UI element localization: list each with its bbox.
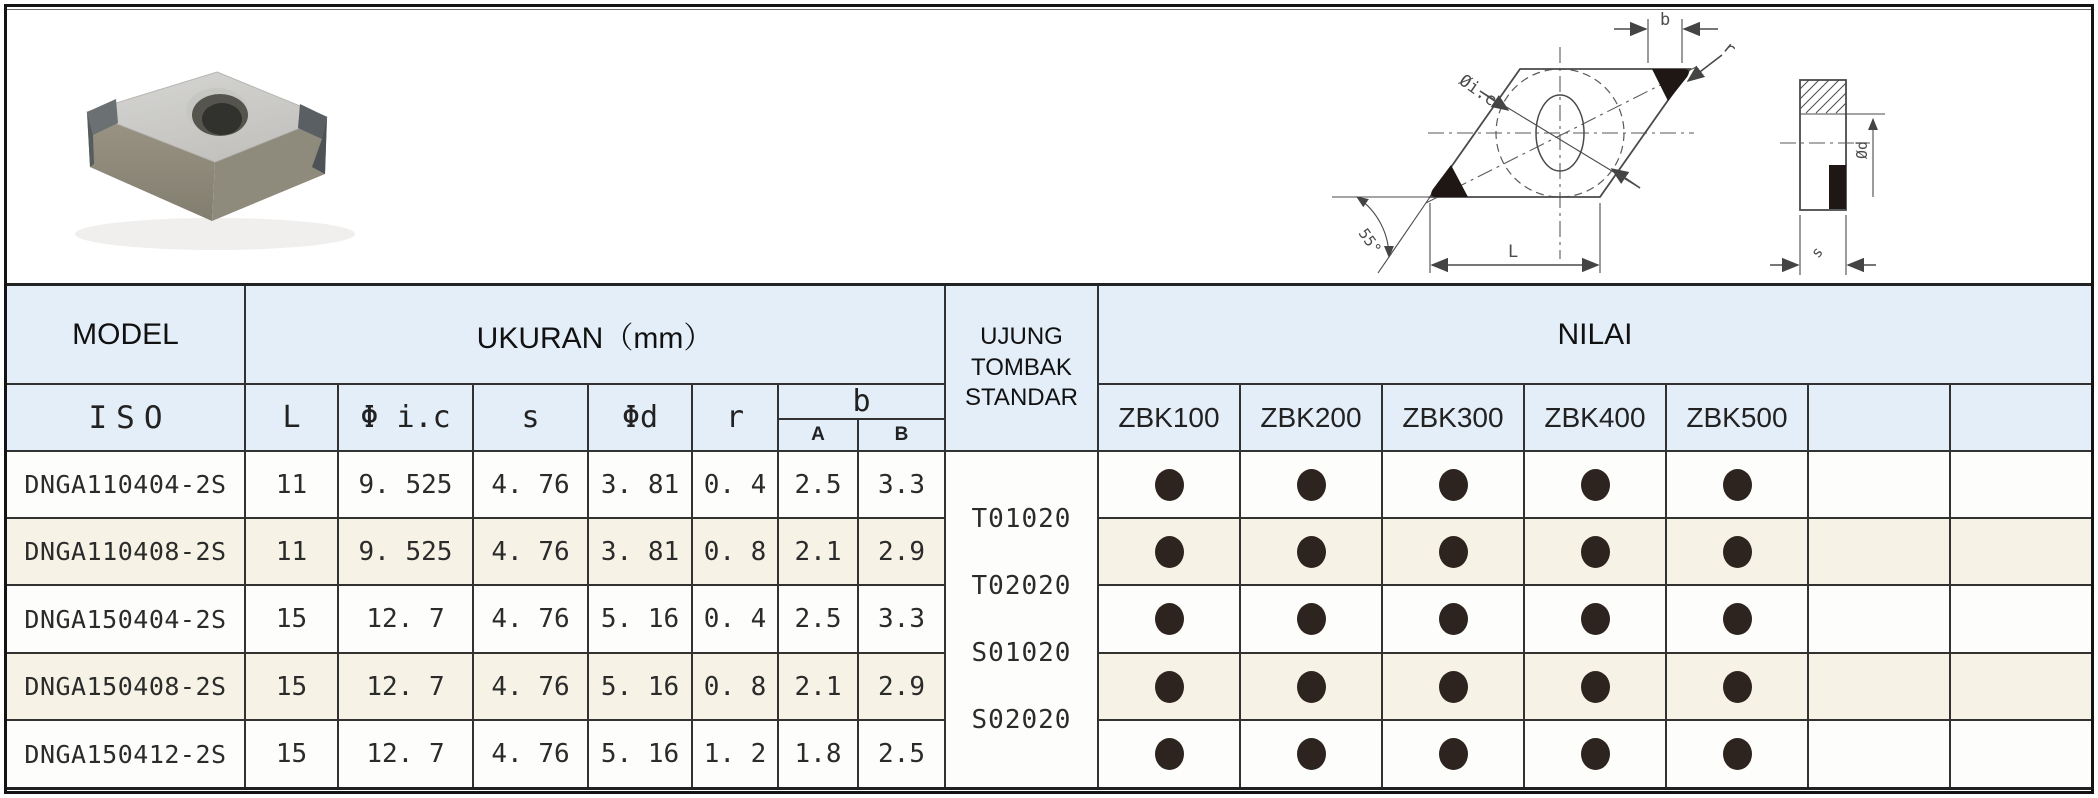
header-dim-L: L	[246, 385, 337, 450]
s-cell: 4. 76	[474, 654, 587, 719]
s-cell: 4. 76	[474, 721, 587, 787]
d-cell: 5. 16	[589, 586, 691, 652]
grade-cell	[1667, 654, 1807, 719]
standard-label: S02020	[971, 705, 1072, 735]
bA-cell: 2.1	[779, 654, 857, 719]
grade-dot	[1155, 469, 1184, 501]
label-s: s	[1807, 243, 1827, 262]
d-cell: 5. 16	[589, 721, 691, 787]
standards-cell	[946, 452, 1097, 787]
grade-cell	[1951, 586, 2091, 652]
grade-cell	[1383, 452, 1523, 517]
grade-cell	[1809, 519, 1949, 584]
standard-label: T02020	[971, 571, 1072, 601]
bB-cell: 3.3	[859, 586, 944, 652]
grade-dot	[1581, 603, 1610, 635]
grade-cell	[1809, 452, 1949, 517]
header-dim-b: b	[779, 385, 944, 418]
L-cell: 15	[246, 586, 337, 652]
header-grade-empty1	[1809, 385, 1949, 450]
bA-cell: 2.5	[779, 452, 857, 517]
grade-dot	[1155, 536, 1184, 568]
label-b: b	[1660, 10, 1671, 30]
label-r: r	[1718, 37, 1740, 60]
r-cell: 0. 8	[693, 519, 777, 584]
header-ujung-line2: TOMBAK	[971, 353, 1072, 381]
model-cell: DNGA110404-2S	[7, 452, 244, 517]
r-cell: 0. 4	[693, 452, 777, 517]
grade-dot	[1439, 671, 1468, 703]
r-cell: 0. 4	[693, 586, 777, 652]
grade-dot	[1439, 469, 1468, 501]
spec-table	[7, 283, 2091, 790]
header-ukuran: UKURAN（mm）	[246, 286, 944, 383]
model-cell: DNGA110408-2S	[7, 519, 244, 584]
label-L: L	[1508, 242, 1519, 262]
header-ujung-tombak-standar	[946, 286, 1097, 450]
grade-dot	[1581, 536, 1610, 568]
L-cell: 15	[246, 654, 337, 719]
grade-cell	[1667, 452, 1807, 517]
d-cell: 5. 16	[589, 654, 691, 719]
header-grade-zbk300: ZBK300	[1383, 385, 1523, 450]
technical-drawing	[980, 7, 2095, 279]
grade-cell	[1809, 654, 1949, 719]
grade-cell	[1951, 654, 2091, 719]
grade-dot	[1155, 603, 1184, 635]
standard-label: T01020	[971, 504, 1072, 534]
header-grade-zbk100: ZBK100	[1099, 385, 1239, 450]
header-dim-d: Φd	[589, 385, 691, 450]
grade-cell	[1667, 721, 1807, 787]
photo-shadow	[75, 218, 355, 250]
grade-cell	[1099, 452, 1239, 517]
bA-cell: 2.5	[779, 586, 857, 652]
ic-cell: 12. 7	[339, 654, 472, 719]
ic-cell: 12. 7	[339, 721, 472, 787]
header-ujung-line1: UJUNG	[980, 322, 1063, 350]
header-b-A: A	[779, 420, 857, 450]
grade-cell	[1241, 721, 1381, 787]
r-cell: 1. 2	[693, 721, 777, 787]
grade-dot	[1297, 671, 1326, 703]
grade-cell	[1099, 586, 1239, 652]
grade-dot	[1297, 738, 1326, 770]
header-iso: ISO	[7, 385, 244, 450]
grade-cell	[1951, 519, 2091, 584]
grade-cell	[1525, 721, 1665, 787]
ic-cell: 12. 7	[339, 586, 472, 652]
grade-dot	[1723, 671, 1752, 703]
L-cell: 11	[246, 519, 337, 584]
grade-dot	[1581, 738, 1610, 770]
grade-dot	[1297, 469, 1326, 501]
grade-cell	[1525, 452, 1665, 517]
grade-dot	[1723, 738, 1752, 770]
grade-cell	[1383, 654, 1523, 719]
label-ic: Øi.c	[1455, 70, 1501, 111]
s-cell: 4. 76	[474, 452, 587, 517]
r-cell: 0. 8	[693, 654, 777, 719]
grade-dot	[1581, 671, 1610, 703]
grade-cell	[1525, 586, 1665, 652]
standard-label: S01020	[971, 638, 1072, 668]
grade-dot	[1723, 603, 1752, 635]
s-cell: 4. 76	[474, 519, 587, 584]
bB-cell: 2.9	[859, 519, 944, 584]
d-cell: 3. 81	[589, 519, 691, 584]
grade-cell	[1099, 721, 1239, 787]
grade-cell	[1241, 519, 1381, 584]
grade-cell	[1383, 586, 1523, 652]
header-dim-r: r	[693, 385, 777, 450]
grade-dot	[1439, 738, 1468, 770]
label-d: Ød	[1853, 140, 1871, 159]
header-grade-zbk500: ZBK500	[1667, 385, 1807, 450]
grade-dot	[1155, 738, 1184, 770]
hole-inner	[202, 103, 242, 135]
model-cell: DNGA150412-2S	[7, 721, 244, 787]
header-grade-zbk400: ZBK400	[1525, 385, 1665, 450]
label-angle: 55°	[1354, 224, 1386, 258]
page-border	[4, 4, 2094, 794]
bB-cell: 3.3	[859, 452, 944, 517]
grade-dot	[1581, 469, 1610, 501]
header-ujung-line3: STANDAR	[965, 384, 1078, 412]
grade-cell	[1951, 452, 2091, 517]
tip-top-right	[1652, 69, 1689, 101]
grade-dot	[1439, 603, 1468, 635]
grade-cell	[1383, 721, 1523, 787]
d-cell: 3. 81	[589, 452, 691, 517]
grade-dot	[1723, 469, 1752, 501]
grade-cell	[1667, 519, 1807, 584]
grade-cell	[1525, 519, 1665, 584]
product-photo	[60, 27, 490, 279]
bB-cell: 2.9	[859, 654, 944, 719]
grade-cell	[1241, 452, 1381, 517]
grade-cell	[1241, 654, 1381, 719]
grade-dot	[1155, 671, 1184, 703]
grade-dot	[1297, 603, 1326, 635]
header-nilai: NILAI	[1099, 286, 2091, 383]
insert-photo-illustration	[60, 27, 490, 279]
grade-cell	[1383, 519, 1523, 584]
grade-cell	[1099, 519, 1239, 584]
grade-cell	[1809, 586, 1949, 652]
header-grade-zbk200: ZBK200	[1241, 385, 1381, 450]
grade-cell	[1951, 721, 2091, 787]
bA-cell: 1.8	[779, 721, 857, 787]
grade-cell	[1099, 654, 1239, 719]
header-dim-ic: Φ i.c	[339, 385, 472, 450]
L-cell: 11	[246, 452, 337, 517]
model-cell: DNGA150408-2S	[7, 654, 244, 719]
grade-cell	[1241, 586, 1381, 652]
grade-cell	[1809, 721, 1949, 787]
ic-cell: 9. 525	[339, 452, 472, 517]
grade-cell	[1667, 586, 1807, 652]
grade-cell	[1525, 654, 1665, 719]
s-cell: 4. 76	[474, 586, 587, 652]
ic-cell: 9. 525	[339, 519, 472, 584]
header-model: MODEL	[7, 286, 244, 383]
header-grade-empty2	[1951, 385, 2091, 450]
bA-cell: 2.1	[779, 519, 857, 584]
bB-cell: 2.5	[859, 721, 944, 787]
header-b-B: B	[859, 420, 944, 450]
grade-dot	[1723, 536, 1752, 568]
header-dim-s: s	[474, 385, 587, 450]
drawing-svg	[980, 7, 2095, 279]
grade-dot	[1439, 536, 1468, 568]
hatch-lines	[1800, 80, 1846, 113]
L-cell: 15	[246, 721, 337, 787]
side-tip-block	[1829, 165, 1846, 209]
model-cell: DNGA150404-2S	[7, 586, 244, 652]
grade-dot	[1297, 536, 1326, 568]
tip-bottom-left	[1431, 165, 1468, 197]
